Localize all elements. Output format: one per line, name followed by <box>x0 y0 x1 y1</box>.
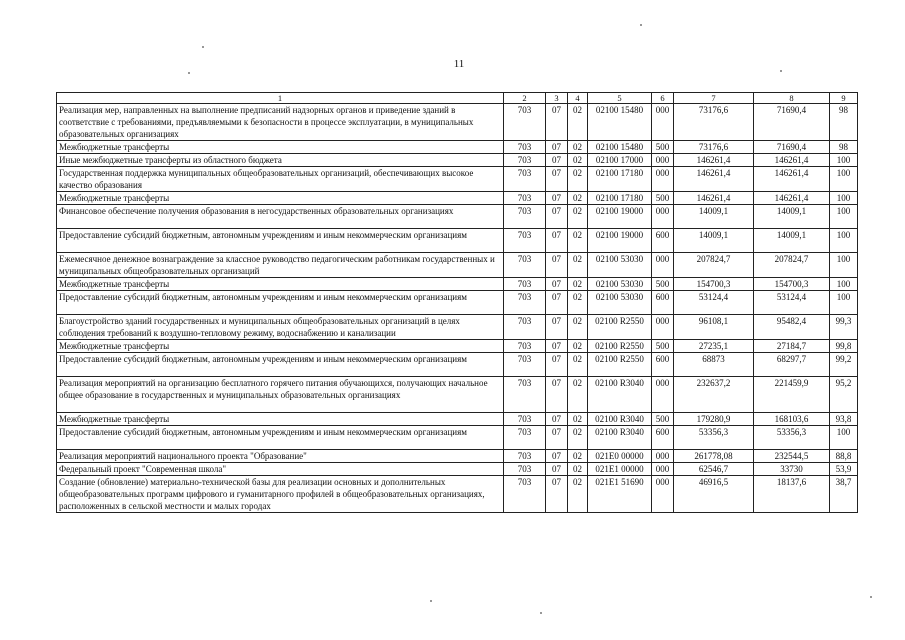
expense-type-cell: 500 <box>652 340 674 353</box>
executed-amount-cell: 18137,6 <box>754 476 830 513</box>
subsection-cell: 02 <box>568 192 588 205</box>
section-cell: 07 <box>546 450 568 463</box>
scan-speck <box>870 596 872 598</box>
code-cell: 703 <box>504 205 546 229</box>
subsection-cell: 02 <box>568 253 588 278</box>
row-name-cell: Предоставление субсидий бюджетным, автономным учреждениям и иным некоммерческим организациям <box>57 229 504 253</box>
code-cell: 703 <box>504 463 546 476</box>
row-name-cell: Межбюджетные трансферты <box>57 413 504 426</box>
target-article-cell: 02100 R2550 <box>588 340 652 353</box>
code-cell: 703 <box>504 353 546 377</box>
planned-amount-cell: 62546,7 <box>674 463 754 476</box>
code-cell: 703 <box>504 154 546 167</box>
code-cell: 703 <box>504 476 546 513</box>
code-cell: 703 <box>504 291 546 315</box>
header-cell: 6 <box>652 93 674 104</box>
percent-cell: 100 <box>830 154 858 167</box>
target-article-cell: 02100 19000 <box>588 205 652 229</box>
row-name-cell: Иные межбюджетные трансферты из областного бюджета <box>57 154 504 167</box>
table-row <box>57 377 858 413</box>
section-cell: 07 <box>546 377 568 413</box>
subsection-cell: 02 <box>568 463 588 476</box>
planned-amount-cell: 146261,4 <box>674 192 754 205</box>
code-cell: 703 <box>504 315 546 340</box>
table-row <box>57 291 858 315</box>
percent-cell: 88,8 <box>830 450 858 463</box>
percent-cell: 99,2 <box>830 353 858 377</box>
percent-cell: 100 <box>830 167 858 192</box>
header-cell: 9 <box>830 93 858 104</box>
target-article-cell: 02100 R2550 <box>588 315 652 340</box>
row-name-cell: Межбюджетные трансферты <box>57 192 504 205</box>
target-article-cell: 02100 19000 <box>588 229 652 253</box>
code-cell: 703 <box>504 413 546 426</box>
subsection-cell: 02 <box>568 413 588 426</box>
header-cell: 2 <box>504 93 546 104</box>
expense-type-cell: 500 <box>652 413 674 426</box>
section-cell: 07 <box>546 426 568 450</box>
section-cell: 07 <box>546 463 568 476</box>
target-article-cell: 02100 R2550 <box>588 353 652 377</box>
scan-speck <box>430 600 432 602</box>
table-row <box>57 450 858 463</box>
executed-amount-cell: 221459,9 <box>754 377 830 413</box>
planned-amount-cell: 53356,3 <box>674 426 754 450</box>
planned-amount-cell: 154700,3 <box>674 278 754 291</box>
header-cell: 5 <box>588 93 652 104</box>
planned-amount-cell: 46916,5 <box>674 476 754 513</box>
section-cell: 07 <box>546 278 568 291</box>
code-cell: 703 <box>504 229 546 253</box>
scan-speck <box>780 70 782 72</box>
target-article-cell: 02100 15480 <box>588 141 652 154</box>
code-cell: 703 <box>504 340 546 353</box>
planned-amount-cell: 146261,4 <box>674 167 754 192</box>
planned-amount-cell: 207824,7 <box>674 253 754 278</box>
subsection-cell: 02 <box>568 229 588 253</box>
executed-amount-cell: 95482,4 <box>754 315 830 340</box>
executed-amount-cell: 146261,4 <box>754 154 830 167</box>
target-article-cell: 02100 15480 <box>588 104 652 141</box>
planned-amount-cell: 68873 <box>674 353 754 377</box>
executed-amount-cell: 207824,7 <box>754 253 830 278</box>
row-name-cell: Финансовое обеспечение получения образования в негосударственных образовательных организациях <box>57 205 504 229</box>
target-article-cell: 02100 17000 <box>588 154 652 167</box>
scan-speck <box>540 612 542 614</box>
code-cell: 703 <box>504 278 546 291</box>
subsection-cell: 02 <box>568 278 588 291</box>
row-name-cell: Создание (обновление) материально-технической базы для реализации основных и дополнительных общеобразовательных программ цифрового и гуманитарного профилей в общеобразовательных организациях, расположенных в сельской местности и малых городах <box>57 476 504 513</box>
expense-type-cell: 500 <box>652 141 674 154</box>
target-article-cell: 02100 53030 <box>588 253 652 278</box>
target-article-cell: 021E1 00000 <box>588 463 652 476</box>
code-cell: 703 <box>504 192 546 205</box>
subsection-cell: 02 <box>568 315 588 340</box>
table-row <box>57 426 858 450</box>
subsection-cell: 02 <box>568 426 588 450</box>
executed-amount-cell: 71690,4 <box>754 104 830 141</box>
planned-amount-cell: 73176,6 <box>674 141 754 154</box>
row-name-cell: Межбюджетные трансферты <box>57 141 504 154</box>
row-name-cell: Межбюджетные трансферты <box>57 278 504 291</box>
percent-cell: 38,7 <box>830 476 858 513</box>
header-cell: 3 <box>546 93 568 104</box>
percent-cell: 100 <box>830 278 858 291</box>
subsection-cell: 02 <box>568 205 588 229</box>
target-article-cell: 02100 R3040 <box>588 413 652 426</box>
target-article-cell: 021E0 00000 <box>588 450 652 463</box>
executed-amount-cell: 168103,6 <box>754 413 830 426</box>
scan-speck <box>188 72 190 74</box>
percent-cell: 100 <box>830 253 858 278</box>
target-article-cell: 02100 53030 <box>588 291 652 315</box>
percent-cell: 100 <box>830 192 858 205</box>
executed-amount-cell: 53124,4 <box>754 291 830 315</box>
subsection-cell: 02 <box>568 353 588 377</box>
expense-type-cell: 500 <box>652 278 674 291</box>
expense-type-cell: 600 <box>652 353 674 377</box>
table-row <box>57 253 858 278</box>
expense-type-cell: 000 <box>652 104 674 141</box>
row-name-cell: Реализация мероприятий национального проекта "Образование" <box>57 450 504 463</box>
planned-amount-cell: 261778,08 <box>674 450 754 463</box>
section-cell: 07 <box>546 413 568 426</box>
section-cell: 07 <box>546 315 568 340</box>
percent-cell: 100 <box>830 229 858 253</box>
subsection-cell: 02 <box>568 377 588 413</box>
executed-amount-cell: 68297,7 <box>754 353 830 377</box>
header-cell: 7 <box>674 93 754 104</box>
code-cell: 703 <box>504 141 546 154</box>
subsection-cell: 02 <box>568 291 588 315</box>
target-article-cell: 02100 R3040 <box>588 426 652 450</box>
percent-cell: 100 <box>830 291 858 315</box>
expense-type-cell: 600 <box>652 291 674 315</box>
expense-type-cell: 000 <box>652 167 674 192</box>
executed-amount-cell: 71690,4 <box>754 141 830 154</box>
row-name-cell: Межбюджетные трансферты <box>57 340 504 353</box>
row-name-cell: Предоставление субсидий бюджетным, автономным учреждениям и иным некоммерческим организациям <box>57 291 504 315</box>
header-cell: 4 <box>568 93 588 104</box>
section-cell: 07 <box>546 104 568 141</box>
executed-amount-cell: 53356,3 <box>754 426 830 450</box>
scan-speck <box>202 46 204 48</box>
row-name-cell: Федеральный проект "Современная школа" <box>57 463 504 476</box>
subsection-cell: 02 <box>568 104 588 141</box>
planned-amount-cell: 146261,4 <box>674 154 754 167</box>
section-cell: 07 <box>546 291 568 315</box>
percent-cell: 99,3 <box>830 315 858 340</box>
budget-table <box>56 92 858 513</box>
table-row <box>57 476 858 513</box>
subsection-cell: 02 <box>568 141 588 154</box>
table-row <box>57 205 858 229</box>
planned-amount-cell: 179280,9 <box>674 413 754 426</box>
percent-cell: 95,2 <box>830 377 858 413</box>
planned-amount-cell: 27235,1 <box>674 340 754 353</box>
percent-cell: 99,8 <box>830 340 858 353</box>
section-cell: 07 <box>546 353 568 377</box>
section-cell: 07 <box>546 192 568 205</box>
table-header-row <box>57 93 858 104</box>
percent-cell: 53,9 <box>830 463 858 476</box>
code-cell: 703 <box>504 426 546 450</box>
target-article-cell: 02100 17180 <box>588 192 652 205</box>
subsection-cell: 02 <box>568 340 588 353</box>
table-row <box>57 192 858 205</box>
section-cell: 07 <box>546 253 568 278</box>
code-cell: 703 <box>504 253 546 278</box>
executed-amount-cell: 146261,4 <box>754 192 830 205</box>
executed-amount-cell: 232544,5 <box>754 450 830 463</box>
table-row <box>57 315 858 340</box>
table-row <box>57 167 858 192</box>
section-cell: 07 <box>546 205 568 229</box>
code-cell: 703 <box>504 450 546 463</box>
planned-amount-cell: 232637,2 <box>674 377 754 413</box>
row-name-cell: Ежемесячное денежное вознаграждение за классное руководство педагогическим работникам государственных и муниципальных общеобразовательных организаций <box>57 253 504 278</box>
expense-type-cell: 500 <box>652 192 674 205</box>
target-article-cell: 02100 53030 <box>588 278 652 291</box>
code-cell: 703 <box>504 377 546 413</box>
expense-type-cell: 000 <box>652 377 674 413</box>
code-cell: 703 <box>504 104 546 141</box>
executed-amount-cell: 154700,3 <box>754 278 830 291</box>
subsection-cell: 02 <box>568 450 588 463</box>
target-article-cell: 02100 17180 <box>588 167 652 192</box>
table-row <box>57 463 858 476</box>
table-row <box>57 353 858 377</box>
expense-type-cell: 000 <box>652 450 674 463</box>
table-row <box>57 340 858 353</box>
header-cell: 1 <box>57 93 504 104</box>
executed-amount-cell: 14009,1 <box>754 205 830 229</box>
row-name-cell: Реализация мероприятий на организацию бесплатного горячего питания обучающихся, получающих начальное общее образование в государственных и муниципальных образовательных организациях <box>57 377 504 413</box>
row-name-cell: Реализация мер, направленных на выполнение предписаний надзорных органов и приведение зданий в соответствие с требованиями, предъявляемыми к безопасности в процессе эксплуатации, в муниципальных образовательных организациях <box>57 104 504 141</box>
code-cell: 703 <box>504 167 546 192</box>
row-name-cell: Предоставление субсидий бюджетным, автономным учреждениям и иным некоммерческим организациям <box>57 353 504 377</box>
page-number: 11 <box>453 58 465 70</box>
section-cell: 07 <box>546 154 568 167</box>
percent-cell: 98 <box>830 104 858 141</box>
percent-cell: 93,8 <box>830 413 858 426</box>
expense-type-cell: 600 <box>652 229 674 253</box>
table-row <box>57 278 858 291</box>
subsection-cell: 02 <box>568 476 588 513</box>
section-cell: 07 <box>546 167 568 192</box>
table-row <box>57 154 858 167</box>
subsection-cell: 02 <box>568 154 588 167</box>
table-row <box>57 104 858 141</box>
table-row <box>57 141 858 154</box>
executed-amount-cell: 33730 <box>754 463 830 476</box>
percent-cell: 98 <box>830 141 858 154</box>
row-name-cell: Благоустройство зданий государственных и муниципальных общеобразовательных организаций в целях соблюдения требований к воздушно-тепловому режиму, водоснабжению и канализации <box>57 315 504 340</box>
executed-amount-cell: 146261,4 <box>754 167 830 192</box>
scan-speck <box>640 24 642 26</box>
planned-amount-cell: 73176,6 <box>674 104 754 141</box>
subsection-cell: 02 <box>568 167 588 192</box>
expense-type-cell: 000 <box>652 253 674 278</box>
row-name-cell: Предоставление субсидий бюджетным, автономным учреждениям и иным некоммерческим организациям <box>57 426 504 450</box>
expense-type-cell: 600 <box>652 426 674 450</box>
executed-amount-cell: 27184,7 <box>754 340 830 353</box>
section-cell: 07 <box>546 340 568 353</box>
section-cell: 07 <box>546 141 568 154</box>
percent-cell: 100 <box>830 426 858 450</box>
expense-type-cell: 000 <box>652 315 674 340</box>
planned-amount-cell: 96108,1 <box>674 315 754 340</box>
planned-amount-cell: 53124,4 <box>674 291 754 315</box>
row-name-cell: Государственная поддержка муниципальных общеобразовательных организаций, обеспечивающих высокое качество образования <box>57 167 504 192</box>
planned-amount-cell: 14009,1 <box>674 229 754 253</box>
target-article-cell: 021E1 51690 <box>588 476 652 513</box>
table-row <box>57 413 858 426</box>
expense-type-cell: 000 <box>652 476 674 513</box>
planned-amount-cell: 14009,1 <box>674 205 754 229</box>
section-cell: 07 <box>546 229 568 253</box>
expense-type-cell: 000 <box>652 154 674 167</box>
section-cell: 07 <box>546 476 568 513</box>
table-row <box>57 229 858 253</box>
percent-cell: 100 <box>830 205 858 229</box>
header-cell: 8 <box>754 93 830 104</box>
target-article-cell: 02100 R3040 <box>588 377 652 413</box>
executed-amount-cell: 14009,1 <box>754 229 830 253</box>
expense-type-cell: 000 <box>652 205 674 229</box>
expense-type-cell: 000 <box>652 463 674 476</box>
